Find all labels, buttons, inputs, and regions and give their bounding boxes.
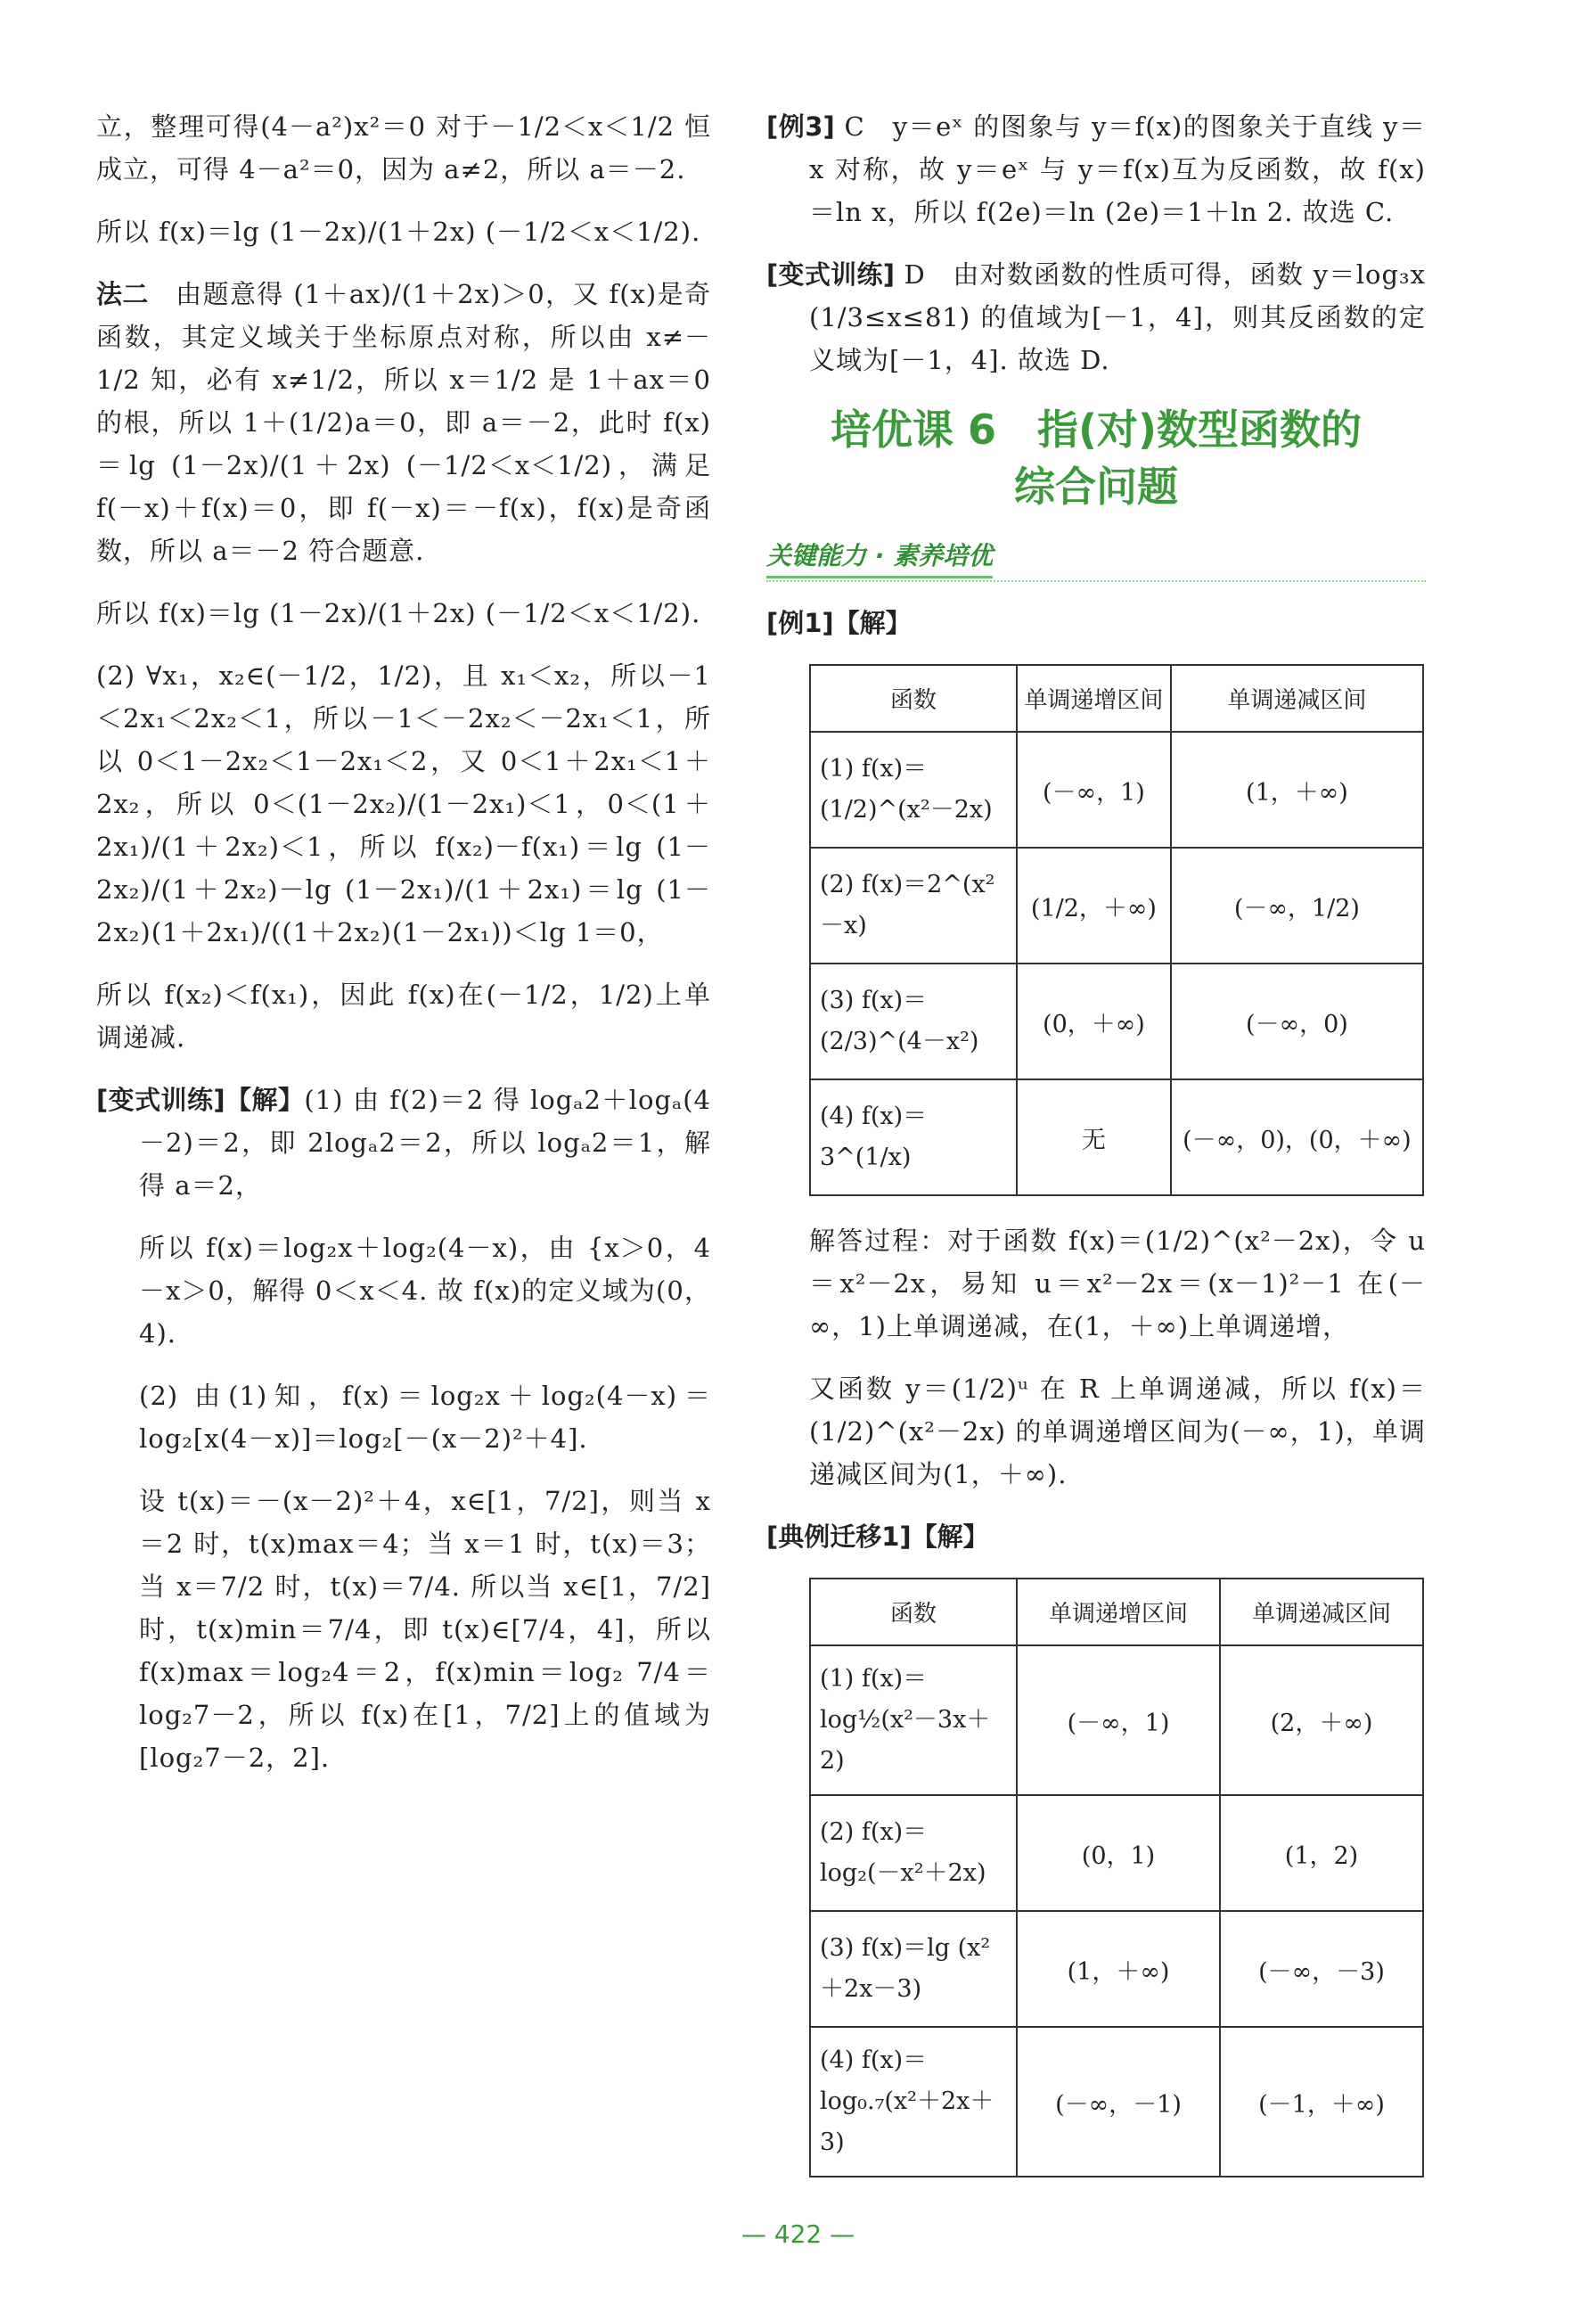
exercise-label: [变式训练]: [766, 259, 895, 290]
section-title-line-1: 培优课 6 指(对)数型函数的: [830, 406, 1363, 454]
table-row: [810, 1911, 1423, 2027]
table-cell-decreasing: (2，＋∞): [1220, 1645, 1423, 1795]
method-label: 法二: [96, 279, 149, 309]
table-cell-decreasing: (－∞，1/2): [1171, 848, 1423, 964]
table-cell-function: (2) f(x)＝2^(x²－x): [810, 848, 1017, 964]
section-title-line-2: 综合问题: [1014, 463, 1178, 511]
right-column: [766, 105, 1426, 2201]
paragraph: [766, 253, 1426, 381]
table-header: 函数: [810, 1579, 1017, 1645]
table-cell-function: (4) f(x)＝log₀.₇(x²＋2x＋3): [810, 2027, 1017, 2177]
table-cell-decreasing: (1，＋∞): [1171, 732, 1423, 848]
table-row: [810, 848, 1423, 964]
paragraph-text: D 由对数函数的性质可得，函数 y＝log₃x (1/3≤x≤81) 的值域为[－1，4]，则其反函数的定义域为[－1，4]. 故选 D.: [809, 259, 1426, 375]
subheading: 关键能力 · 素养培优: [766, 537, 993, 578]
table-cell-function: (2) f(x)＝log₂(－x²＋2x): [810, 1795, 1017, 1911]
paragraph: 所以 f(x)＝lg (1－2x)/(1＋2x) (－1/2＜x＜1/2).: [96, 217, 701, 247]
table-header: 单调递增区间: [1017, 1579, 1220, 1645]
table-header: 单调递减区间: [1171, 665, 1423, 732]
paragraph: [766, 105, 1426, 234]
table-cell-decreasing: (－∞，0): [1171, 964, 1423, 1079]
paragraph: 设 t(x)＝－(x－2)²＋4，x∈[1，7/2]，则当 x＝2 时，t(x)max＝4；当 x＝1 时，t(x)＝3；当 x＝7/2 时，t(x)＝7/4. 所以当 x∈[1，7/2]时，t(x)min＝7/4，即 t(x)∈[7/4，4]，所以 f(x)max＝log₂4＝2，f(x)min＝log₂ 7/4＝log₂7－2，所以 f(x)在[1，7/2]上的值域为[log₂7－2，2].: [139, 1486, 711, 1773]
table-row: [810, 1079, 1423, 1195]
table-row: [810, 1645, 1423, 1795]
exercise-label: [变式训练]【解】: [96, 1085, 305, 1115]
paragraph: 又函数 y＝(1/2)ᵘ 在 R 上单调递减，所以 f(x)＝(1/2)^(x²－2x) 的单调递增区间为(－∞，1)，单调递减区间为(1，＋∞).: [809, 1374, 1426, 1489]
table-cell-function: (3) f(x)＝lg (x²＋2x－3): [810, 1911, 1017, 2027]
example-label: [766, 1515, 1426, 1558]
table-header: 单调递减区间: [1220, 1579, 1423, 1645]
paragraph: [96, 1078, 711, 1207]
table-cell-function: (4) f(x)＝3^(1/x): [810, 1079, 1017, 1195]
paragraph: (2) 由(1)知，f(x)＝log₂x＋log₂(4－x)＝log₂[x(4－x)]＝log₂[－(x－2)²＋4].: [139, 1381, 711, 1454]
table-row: [810, 1795, 1423, 1911]
example-label-text: [典例迁移1]【解】: [766, 1521, 989, 1552]
section-title: [766, 401, 1426, 515]
table-cell-decreasing: (－∞，0)，(0，＋∞): [1171, 1079, 1423, 1195]
monotonic-table-1: [809, 664, 1424, 1196]
table-cell-increasing: (－∞，1): [1017, 1645, 1220, 1795]
table-header: 函数: [810, 665, 1017, 732]
paragraph: 所以 f(x)＝lg (1－2x)/(1＋2x) (－1/2＜x＜1/2).: [96, 598, 701, 628]
table-header: 单调递增区间: [1017, 665, 1171, 732]
monotonic-table-2: [809, 1578, 1424, 2177]
table-cell-function: (1) f(x)＝(1/2)^(x²－2x): [810, 732, 1017, 848]
table-cell-increasing: (－∞，1): [1017, 732, 1171, 848]
table-cell-increasing: (－∞，－1): [1017, 2027, 1220, 2177]
example-label: [例3]: [766, 111, 835, 142]
table-cell-decreasing: (－1，＋∞): [1220, 2027, 1423, 2177]
table-row: [810, 732, 1423, 848]
table-cell-increasing: (0，1): [1017, 1795, 1220, 1911]
page-number: — 422 —: [741, 2219, 855, 2249]
table-cell-increasing: (0，＋∞): [1017, 964, 1171, 1079]
example-label-text: [例1]【解】: [766, 608, 912, 638]
paragraph: 解答过程：对于函数 f(x)＝(1/2)^(x²－2x)，令 u＝x²－2x，易知 u＝x²－2x＝(x－1)²－1 在(－∞，1)上单调递减，在(1，＋∞)上单调递增，: [809, 1226, 1426, 1341]
table-cell-function: (3) f(x)＝(2/3)^(4－x²): [810, 964, 1017, 1079]
table-row: [810, 2027, 1423, 2177]
paragraph: 所以 f(x)＝log₂x＋log₂(4－x)，由 {x＞0，4－x＞0，解得 0＜x＜4. 故 f(x)的定义域为(0，4).: [139, 1233, 711, 1349]
table-cell-increasing: (1/2，＋∞): [1017, 848, 1171, 964]
table-cell-increasing: 无: [1017, 1079, 1171, 1195]
paragraph-text: (1) 由 f(2)＝2 得 logₐ2＋logₐ(4－2)＝2，即 2logₐ2＝2，所以 logₐ2＝1，解得 a＝2，: [139, 1085, 711, 1201]
paragraph: 立，整理可得(4－a²)x²＝0 对于－1/2＜x＜1/2 恒成立，可得 4－a²＝0，因为 a≠2，所以 a＝－2.: [96, 111, 711, 185]
paragraph: [96, 273, 711, 572]
dotted-divider: [766, 580, 1426, 582]
table-cell-increasing: (1，＋∞): [1017, 1911, 1220, 2027]
left-column: [96, 105, 711, 1799]
table-row: [810, 964, 1423, 1079]
table-cell-function: (1) f(x)＝log½(x²－3x＋2): [810, 1645, 1017, 1795]
table-cell-decreasing: (－∞，－3): [1220, 1911, 1423, 2027]
paragraph: (2) ∀x₁，x₂∈(－1/2，1/2)，且 x₁＜x₂，所以－1＜2x₁＜2x₂＜1，所以－1＜－2x₂＜－2x₁＜1，所以 0＜1－2x₂＜1－2x₁＜2，又 0＜1＋2x₁＜1＋2x₂，所以 0＜(1－2x₂)/(1－2x₁)＜1，0＜(1＋2x₁)/(1＋2x₂)＜1，所以 f(x₂)－f(x₁)＝lg (1－2x₂)/(1＋2x₂)－lg (1－2x₁)/(1＋2x₁)＝lg (1－2x₂)(1＋2x₁)/((1＋2x₂)(1－2x₁))＜lg 1＝0，: [96, 660, 711, 947]
example-label: [766, 602, 1426, 644]
table-cell-decreasing: (1，2): [1220, 1795, 1423, 1911]
paragraph-text: C y＝eˣ 的图象与 y＝f(x)的图象关于直线 y＝x 对称，故 y＝eˣ 与 y＝f(x)互为反函数，故 f(x)＝ln x，所以 f(2e)＝ln (2e)＝1＋ln 2. 故选 C.: [809, 111, 1427, 227]
paragraph: 所以 f(x₂)＜f(x₁)，因此 f(x)在(－1/2，1/2)上单调递减.: [96, 980, 711, 1053]
paragraph-text: 由题意得 (1＋ax)/(1＋2x)＞0，又 f(x)是奇函数，其定义域关于坐标原点对称，所以由 x≠－1/2 知，必有 x≠1/2，所以 x＝1/2 是 1＋ax＝0 的根，所以 1＋(1/2)a＝0，即 a＝－2，此时 f(x)＝lg (1－2x)/(1＋2x) (－1/2＜x＜1/2)，满足 f(－x)＋f(x)＝0，即 f(－x)＝－f(x)，f(x)是奇函数，所以 a＝－2 符合题意.: [96, 279, 711, 566]
